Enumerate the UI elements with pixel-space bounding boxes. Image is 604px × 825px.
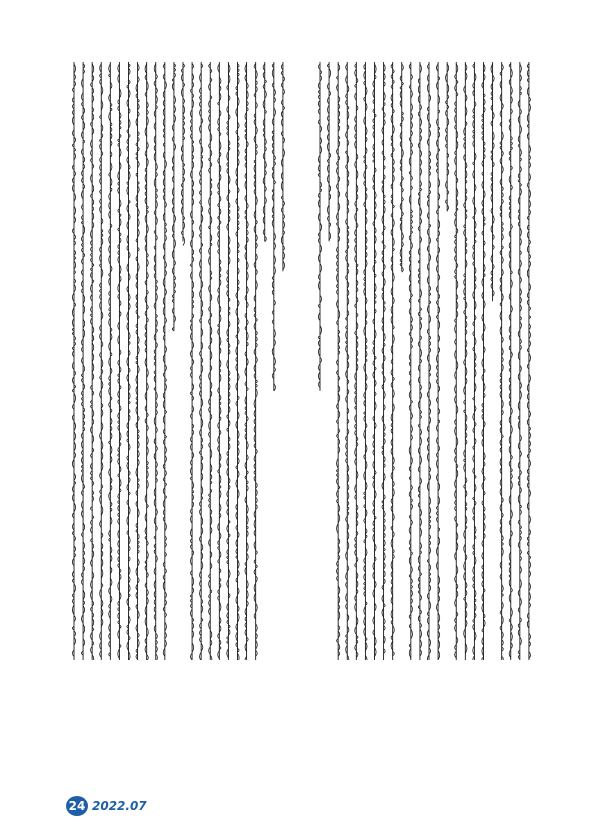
script-line <box>263 62 266 242</box>
script-line <box>482 62 485 660</box>
page-footer <box>66 796 147 816</box>
script-line <box>500 62 503 660</box>
vertical-script-lines-left <box>70 62 288 660</box>
script-line <box>327 62 330 241</box>
script-line <box>163 62 166 660</box>
script-line <box>436 62 439 660</box>
script-line <box>172 62 175 331</box>
script-line <box>355 62 358 660</box>
text-column-left <box>70 62 288 660</box>
script-line <box>409 62 412 660</box>
script-line <box>518 62 521 660</box>
script-line <box>509 62 512 660</box>
script-line <box>391 62 394 660</box>
script-line <box>118 62 121 660</box>
script-line <box>455 62 458 660</box>
script-line <box>382 62 385 660</box>
script-line <box>72 62 75 660</box>
issue-date: 2022.07 <box>92 799 147 813</box>
script-line <box>400 62 403 272</box>
script-line <box>245 62 248 660</box>
script-line <box>127 62 130 660</box>
script-line <box>427 62 430 660</box>
script-line <box>218 62 221 660</box>
script-line <box>154 62 157 660</box>
script-line <box>236 62 239 660</box>
text-column-right <box>316 62 534 660</box>
vertical-script-lines-right <box>316 62 534 660</box>
script-line <box>254 62 257 660</box>
script-line <box>418 62 421 660</box>
script-line <box>200 62 203 660</box>
script-line <box>136 62 139 660</box>
script-line <box>473 62 476 660</box>
script-line <box>100 62 103 660</box>
script-line <box>209 62 212 660</box>
script-line <box>145 62 148 660</box>
script-line <box>346 62 349 660</box>
page-number-badge: 24 <box>66 796 88 816</box>
script-line <box>464 62 467 660</box>
script-line <box>527 62 530 660</box>
script-line <box>446 62 449 212</box>
script-line <box>491 62 494 301</box>
script-line <box>337 62 340 660</box>
script-line <box>109 62 112 660</box>
script-line <box>190 62 193 660</box>
script-line <box>91 62 94 660</box>
script-line <box>373 62 376 660</box>
script-line <box>272 62 275 391</box>
script-line <box>318 62 321 391</box>
script-line <box>281 62 284 271</box>
script-line <box>364 62 367 660</box>
script-line <box>181 62 184 246</box>
script-line <box>81 62 84 660</box>
script-line <box>227 62 230 660</box>
